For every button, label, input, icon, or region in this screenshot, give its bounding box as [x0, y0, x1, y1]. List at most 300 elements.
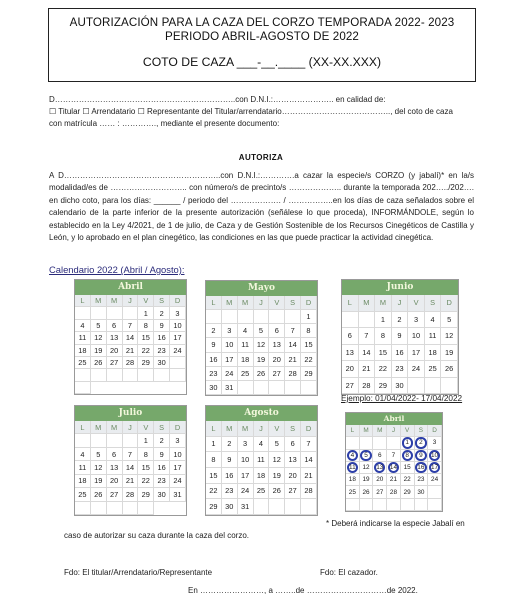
calendar-day[interactable]: 31 — [170, 488, 186, 501]
selected-day-circle: 14 — [388, 462, 399, 473]
calendar-day[interactable]: 4 — [75, 320, 91, 332]
calendar-day[interactable]: 4 — [238, 324, 254, 338]
calendar-day[interactable] — [401, 437, 415, 449]
calendar-day[interactable]: 6 — [285, 437, 301, 453]
calendar-empty-cell — [154, 369, 170, 381]
calendar-day[interactable]: 7 — [123, 448, 139, 461]
weekday-label: M — [373, 425, 387, 437]
calendar-day[interactable]: 23 — [415, 474, 429, 486]
calendar-day[interactable]: 22 — [138, 475, 154, 488]
calendar-day[interactable]: 30 — [206, 381, 222, 395]
calendar-day[interactable]: 22 — [206, 484, 222, 500]
calendar-day[interactable]: 22 — [301, 353, 317, 367]
calendar-day[interactable]: 9 — [154, 448, 170, 461]
calendar-empty-cell — [238, 310, 254, 324]
calendar-day[interactable]: 5 — [91, 448, 107, 461]
weekday-label: J — [123, 421, 139, 434]
calendar-day[interactable]: 9 — [206, 338, 222, 352]
calendar-day[interactable]: 8 — [301, 324, 317, 338]
calendar-day[interactable]: 17 — [170, 461, 186, 474]
calendar-empty-cell — [441, 378, 458, 395]
calendar-empty-cell — [91, 434, 107, 447]
weekday-label: M — [359, 295, 376, 312]
calendar-day[interactable]: 5 — [441, 312, 458, 329]
calendar-day[interactable] — [373, 462, 387, 474]
calendar-day[interactable]: 12 — [360, 462, 374, 474]
calendar-day[interactable]: 18 — [425, 345, 442, 362]
calendar-day[interactable] — [401, 450, 415, 462]
calendar-empty-cell — [285, 381, 301, 395]
calendar-day[interactable] — [428, 462, 442, 474]
calendar-day[interactable]: 22 — [375, 361, 392, 378]
calendar-day[interactable]: 3 — [238, 437, 254, 453]
selected-day-circle: 1 — [402, 437, 413, 448]
calendar-empty-cell — [401, 499, 415, 511]
calendar-day[interactable]: 19 — [269, 468, 285, 484]
calendar-day[interactable]: 15 — [301, 338, 317, 352]
weekday-label: S — [415, 425, 429, 437]
selected-day-circle: 5 — [360, 450, 371, 461]
intro-line-2: ☐ Titular ☐ Arrendatario ☐ Representante del Titular/arrendatario………………………………….., del coto de caza — [49, 107, 453, 116]
calendar-empty-cell — [238, 381, 254, 395]
calendar-day[interactable]: 28 — [285, 367, 301, 381]
calendar-day[interactable]: 14 — [123, 332, 139, 344]
calendar-empty-cell — [123, 434, 139, 447]
calendar-day[interactable]: 1 — [375, 312, 392, 329]
calendar-empty-cell — [107, 369, 123, 381]
calendar-day[interactable]: 23 — [154, 345, 170, 357]
weekday-label: L — [206, 296, 222, 310]
calendar-day[interactable] — [415, 437, 429, 449]
calendar-day[interactable]: 26 — [360, 486, 374, 498]
calendar-day[interactable]: 1 — [206, 437, 222, 453]
calendar-empty-cell — [107, 307, 123, 319]
calendar-day[interactable]: 1 — [138, 434, 154, 447]
calendar-day[interactable]: 26 — [91, 488, 107, 501]
calendar-day[interactable]: 30 — [415, 486, 429, 498]
autoriza-body: A D…………………………………………………..con D.N.I.:………….a cazar la especie/s CORZO (y jabalí)* en la/s modalidad/es de ……………………….. con número/s de precinto/s ……………….. durante la temporada 202…../202…. en dicho coto, para los días: ______ / periodo del ………………. / ……………..en los días de caza señalados sobre el calendario de la parte inferior de la presente autorización (señálese lo que proceda), INFORMÁNDOLE, según lo establecido en la Ley 4/2021, de 1 de julio, de Caza y de Gestión Sostenible de los Recursos Cinegéticos de Castilla y León, y lo aprobado en el plan cinegético, las condiciones en las que puede practicar la actividad cinegética. — [49, 171, 474, 243]
calendar-day[interactable]: 24 — [222, 367, 238, 381]
calendar-day[interactable]: 21 — [359, 361, 376, 378]
calendar-day[interactable]: 11 — [75, 461, 91, 474]
calendar-day[interactable]: 24 — [170, 345, 186, 357]
calendar-day[interactable]: 31 — [238, 499, 254, 515]
calendar-day[interactable]: 23 — [206, 367, 222, 381]
selected-day-circle: 13 — [374, 462, 385, 473]
autoriza-heading: AUTORIZA — [238, 153, 284, 162]
calendar-day[interactable]: 29 — [301, 367, 317, 381]
calendar-empty-cell — [138, 369, 154, 381]
weekday-label: D — [428, 425, 442, 437]
calendar-day[interactable]: 4 — [254, 437, 270, 453]
calendar-day[interactable]: 9 — [222, 452, 238, 468]
calendar-day[interactable]: 13 — [342, 345, 359, 362]
calendar-day[interactable]: 17 — [408, 345, 425, 362]
calendar-empty-cell — [425, 378, 442, 395]
calendar-day[interactable]: 25 — [75, 488, 91, 501]
month-header: Julio — [75, 406, 186, 421]
calendar-empty-cell — [387, 437, 401, 449]
weekday-label: V — [269, 296, 285, 310]
calendar-day[interactable]: 23 — [154, 475, 170, 488]
calendar-day[interactable]: 11 — [254, 452, 270, 468]
calendar-empty-cell — [301, 499, 317, 515]
calendar-empty-cell — [269, 310, 285, 324]
calendar-day[interactable]: 30 — [222, 499, 238, 515]
calendar-day[interactable]: 21 — [301, 468, 317, 484]
calendar-day[interactable]: 12 — [254, 338, 270, 352]
month-grid — [75, 421, 186, 515]
calendar-empty-cell — [285, 310, 301, 324]
calendar-day[interactable]: 22 — [138, 345, 154, 357]
calendar-day[interactable]: 30 — [392, 378, 409, 395]
calendar-day[interactable]: 6 — [342, 328, 359, 345]
calendar-empty-cell — [342, 312, 359, 329]
calendar-day[interactable]: 15 — [138, 332, 154, 344]
calendar-day[interactable]: 17 — [170, 332, 186, 344]
calendar-day[interactable]: 20 — [107, 475, 123, 488]
calendar-day[interactable]: 23 — [392, 361, 409, 378]
calendar-day[interactable]: 25 — [346, 486, 360, 498]
weekday-label: M — [238, 296, 254, 310]
calendar-day[interactable]: 7 — [359, 328, 376, 345]
calendar-day[interactable]: 10 — [408, 328, 425, 345]
weekday-label: J — [387, 425, 401, 437]
calendar-day[interactable]: 29 — [401, 486, 415, 498]
month-agosto — [205, 405, 318, 516]
calendar-empty-cell — [75, 502, 91, 515]
calendar-day[interactable]: 11 — [425, 328, 442, 345]
calendar-day[interactable]: 9 — [154, 320, 170, 332]
calendar-day[interactable]: 11 — [75, 332, 91, 344]
period-subtitle: PERIODO ABRIL-AGOSTO DE 2022 — [165, 30, 359, 43]
calendar-day[interactable]: 21 — [123, 475, 139, 488]
month-example — [345, 412, 443, 512]
calendar-day[interactable]: 6 — [107, 320, 123, 332]
signature-right: Fdo: El cazador. — [320, 568, 378, 577]
calendar-empty-cell — [346, 437, 360, 449]
calendar-day[interactable]: 19 — [91, 345, 107, 357]
calendar-day[interactable]: 27 — [285, 484, 301, 500]
weekday-label: M — [238, 421, 254, 437]
selected-day-circle: 8 — [402, 450, 413, 461]
weekday-label: V — [408, 295, 425, 312]
calendar-day[interactable]: 29 — [138, 488, 154, 501]
calendar-day[interactable]: 7 — [301, 437, 317, 453]
calendar-empty-cell — [373, 437, 387, 449]
month-header: Abril — [75, 280, 186, 295]
calendar-day[interactable]: 13 — [107, 461, 123, 474]
weekday-label: L — [342, 295, 359, 312]
calendar-empty-cell — [346, 499, 360, 511]
calendar-day[interactable]: 20 — [107, 345, 123, 357]
calendar-day[interactable]: 19 — [441, 345, 458, 362]
calendar-day[interactable]: 17 — [238, 468, 254, 484]
weekday-label: D — [441, 295, 458, 312]
calendar-day[interactable]: 18 — [75, 475, 91, 488]
calendar-empty-cell — [360, 437, 374, 449]
calendar-empty-cell — [359, 312, 376, 329]
calendar-day[interactable]: 15 — [401, 462, 415, 474]
weekday-label: D — [170, 295, 186, 307]
weekday-label: J — [392, 295, 409, 312]
calendar-day[interactable]: 26 — [91, 357, 107, 369]
selected-day-circle: 16 — [415, 462, 426, 473]
calendar-day[interactable]: 2 — [206, 324, 222, 338]
calendar-day[interactable]: 26 — [254, 367, 270, 381]
calendar-day[interactable]: 18 — [346, 474, 360, 486]
calendar-day[interactable]: 24 — [238, 484, 254, 500]
footnote-continued: caso de autorizar su caza durante la caza del corzo. — [64, 531, 249, 540]
calendar-day[interactable]: 28 — [387, 486, 401, 498]
calendar-day[interactable]: 3 — [170, 434, 186, 447]
calendar-day[interactable]: 1 — [301, 310, 317, 324]
calendar-day[interactable]: 7 — [285, 324, 301, 338]
calendar-empty-cell — [269, 499, 285, 515]
calendar-empty-cell — [222, 310, 238, 324]
calendar-day[interactable]: 6 — [269, 324, 285, 338]
selected-day-circle: 17 — [429, 462, 440, 473]
calendar-empty-cell — [107, 502, 123, 515]
calendar-empty-cell — [206, 310, 222, 324]
calendar-day[interactable]: 16 — [154, 461, 170, 474]
weekday-label: V — [269, 421, 285, 437]
month-junio — [341, 279, 459, 395]
calendar-day[interactable]: 10 — [170, 320, 186, 332]
calendar-day[interactable]: 10 — [170, 448, 186, 461]
calendar-day[interactable]: 12 — [91, 461, 107, 474]
calendar-day[interactable]: 24 — [170, 475, 186, 488]
calendar-day[interactable]: 16 — [222, 468, 238, 484]
calendar-day[interactable]: 8 — [375, 328, 392, 345]
weekday-label: V — [138, 295, 154, 307]
calendar-day[interactable]: 20 — [342, 361, 359, 378]
calendar-day[interactable]: 19 — [360, 474, 374, 486]
weekday-label: M — [91, 421, 107, 434]
calendar-day[interactable]: 7 — [387, 450, 401, 462]
calendar-day[interactable]: 30 — [154, 488, 170, 501]
weekday-label: S — [154, 295, 170, 307]
calendar-title: Calendario 2022 (Abril / Agosto): — [49, 264, 185, 275]
calendar-day[interactable]: 12 — [91, 332, 107, 344]
calendar-day[interactable]: 2 — [154, 307, 170, 319]
calendar-day[interactable]: 10 — [238, 452, 254, 468]
calendar-day[interactable]: 13 — [269, 338, 285, 352]
calendar-day[interactable]: 15 — [206, 468, 222, 484]
calendar-day[interactable]: 26 — [269, 484, 285, 500]
calendar-day[interactable]: 17 — [222, 353, 238, 367]
calendar-day[interactable]: 12 — [441, 328, 458, 345]
calendar-day[interactable]: 29 — [375, 378, 392, 395]
calendar-empty-cell — [138, 502, 154, 515]
calendar-day[interactable]: 20 — [373, 474, 387, 486]
month-grid — [342, 295, 458, 394]
calendar-day[interactable]: 16 — [392, 345, 409, 362]
calendar-day[interactable]: 25 — [254, 484, 270, 500]
calendar-day[interactable]: 3 — [408, 312, 425, 329]
calendar-day[interactable]: 16 — [206, 353, 222, 367]
calendar-day[interactable]: 7 — [123, 320, 139, 332]
calendar-day[interactable]: 28 — [123, 357, 139, 369]
calendar-day[interactable]: 21 — [123, 345, 139, 357]
weekday-label: M — [222, 421, 238, 437]
calendar-day[interactable] — [415, 462, 429, 474]
calendar-empty-cell — [170, 369, 186, 381]
selected-day-circle: 9 — [415, 450, 426, 461]
month-julio — [74, 405, 187, 516]
calendar-day[interactable] — [415, 450, 429, 462]
calendar-empty-cell — [428, 499, 442, 511]
calendar-day[interactable]: 15 — [375, 345, 392, 362]
calendar-empty-cell — [301, 381, 317, 395]
calendar-empty-cell — [75, 307, 91, 319]
calendar-day[interactable]: 14 — [359, 345, 376, 362]
calendar-day[interactable]: 18 — [254, 468, 270, 484]
calendar-empty-cell — [387, 499, 401, 511]
calendar-day[interactable]: 4 — [425, 312, 442, 329]
calendar-day[interactable]: 8 — [138, 448, 154, 461]
calendar-day[interactable]: 13 — [107, 332, 123, 344]
calendar-day[interactable]: 15 — [138, 461, 154, 474]
calendar-day[interactable]: 26 — [441, 361, 458, 378]
calendar-day[interactable] — [360, 450, 374, 462]
calendar-day[interactable]: 4 — [75, 448, 91, 461]
weekday-label: S — [285, 421, 301, 437]
calendar-empty-cell — [360, 499, 374, 511]
calendar-day[interactable]: 13 — [285, 452, 301, 468]
calendar-day[interactable]: 5 — [269, 437, 285, 453]
signature-left: Fdo: El titular/Arrendatario/Representante — [64, 568, 213, 577]
selected-day-circle: 4 — [347, 450, 358, 461]
calendar-day[interactable]: 21 — [387, 474, 401, 486]
calendar-day[interactable]: 27 — [107, 488, 123, 501]
calendar-empty-cell — [428, 486, 442, 498]
calendar-day[interactable]: 18 — [75, 345, 91, 357]
calendar-day[interactable] — [346, 450, 360, 462]
calendar-day[interactable]: 6 — [373, 450, 387, 462]
month-grid — [75, 295, 186, 394]
calendar-day[interactable] — [387, 462, 401, 474]
calendar-day[interactable]: 28 — [301, 484, 317, 500]
calendar-day[interactable]: 16 — [154, 332, 170, 344]
calendar-day[interactable]: 1 — [138, 307, 154, 319]
calendar-day[interactable]: 20 — [285, 468, 301, 484]
calendar-day[interactable]: 5 — [254, 324, 270, 338]
coto-line: COTO DE CAZA ___-__.____ (XX-XX.XXX) — [142, 55, 382, 69]
intro-line-1: D…………………………………………………………..con D.N.I.:………………….. en calidad de: — [49, 95, 386, 104]
weekday-label: M — [360, 425, 374, 437]
calendar-empty-cell — [75, 382, 91, 394]
calendar-day[interactable]: 14 — [301, 452, 317, 468]
calendar-day[interactable]: 8 — [138, 320, 154, 332]
calendar-empty-cell — [91, 307, 107, 319]
calendar-empty-cell — [107, 434, 123, 447]
calendar-day[interactable]: 11 — [238, 338, 254, 352]
calendar-day[interactable]: 25 — [238, 367, 254, 381]
calendar-empty-cell — [75, 434, 91, 447]
weekday-label: J — [254, 296, 270, 310]
month-header: Agosto — [206, 406, 317, 421]
calendar-day[interactable]: 8 — [206, 452, 222, 468]
calendar-day[interactable]: 28 — [123, 488, 139, 501]
month-grid — [206, 296, 317, 395]
calendar-day[interactable]: 10 — [222, 338, 238, 352]
calendar-day[interactable] — [346, 462, 360, 474]
calendar-day[interactable]: 29 — [206, 499, 222, 515]
calendar-empty-cell — [373, 499, 387, 511]
calendar-day[interactable]: 19 — [91, 475, 107, 488]
calendar-day[interactable]: 24 — [408, 361, 425, 378]
calendar-day[interactable]: 3 — [222, 324, 238, 338]
calendar-day[interactable]: 28 — [359, 378, 376, 395]
weekday-label: M — [375, 295, 392, 312]
calendar-day[interactable]: 12 — [269, 452, 285, 468]
calendar-day[interactable]: 18 — [238, 353, 254, 367]
calendar-day[interactable]: 25 — [75, 357, 91, 369]
weekday-label: M — [222, 296, 238, 310]
weekday-label: D — [170, 421, 186, 434]
calendar-empty-cell — [254, 381, 270, 395]
month-grid — [206, 421, 317, 515]
calendar-day[interactable]: 27 — [107, 357, 123, 369]
calendar-empty-cell — [123, 369, 139, 381]
calendar-day[interactable]: 3 — [170, 307, 186, 319]
weekday-label: L — [75, 295, 91, 307]
calendar-day[interactable]: 21 — [285, 353, 301, 367]
calendar-day[interactable]: 22 — [401, 474, 415, 486]
calendar-day[interactable]: 2 — [392, 312, 409, 329]
weekday-label: S — [285, 296, 301, 310]
calendar-day[interactable]: 27 — [373, 486, 387, 498]
calendar-day[interactable]: 14 — [285, 338, 301, 352]
calendar-day[interactable]: 23 — [222, 484, 238, 500]
month-abril — [74, 279, 187, 395]
intro-line-3: con matrícula …… : …………., mediante el presente documento: — [49, 119, 280, 128]
calendar-day[interactable]: 27 — [342, 378, 359, 395]
calendar-day[interactable]: 2 — [222, 437, 238, 453]
calendar-day[interactable]: 20 — [269, 353, 285, 367]
calendar-day[interactable]: 24 — [428, 474, 442, 486]
calendar-empty-cell — [75, 369, 91, 381]
weekday-label: L — [75, 421, 91, 434]
calendar-day[interactable]: 19 — [254, 353, 270, 367]
calendar-empty-cell — [91, 369, 107, 381]
calendar-day[interactable]: 30 — [154, 357, 170, 369]
calendar-day[interactable]: 3 — [428, 437, 442, 449]
calendar-day[interactable]: 27 — [269, 367, 285, 381]
calendar-day[interactable]: 25 — [425, 361, 442, 378]
month-mayo — [205, 280, 318, 396]
weekday-label: M — [91, 295, 107, 307]
calendar-empty-cell — [254, 499, 270, 515]
calendar-day[interactable]: 2 — [154, 434, 170, 447]
calendar-day[interactable] — [428, 450, 442, 462]
month-header: Abril — [346, 413, 442, 425]
calendar-day[interactable]: 9 — [392, 328, 409, 345]
weekday-label: V — [401, 425, 415, 437]
calendar-day[interactable]: 14 — [123, 461, 139, 474]
calendar-day[interactable]: 6 — [107, 448, 123, 461]
selected-day-circle: 10 — [429, 450, 440, 461]
date-line: En ……………………, a ……..de …………………………de 2022. — [188, 586, 418, 595]
weekday-label: L — [206, 421, 222, 437]
calendar-empty-cell — [269, 381, 285, 395]
selected-day-circle: 11 — [347, 462, 358, 473]
calendar-day[interactable]: 31 — [222, 381, 238, 395]
calendar-day[interactable]: 5 — [91, 320, 107, 332]
calendar-day[interactable]: 29 — [138, 357, 154, 369]
weekday-label: L — [346, 425, 360, 437]
